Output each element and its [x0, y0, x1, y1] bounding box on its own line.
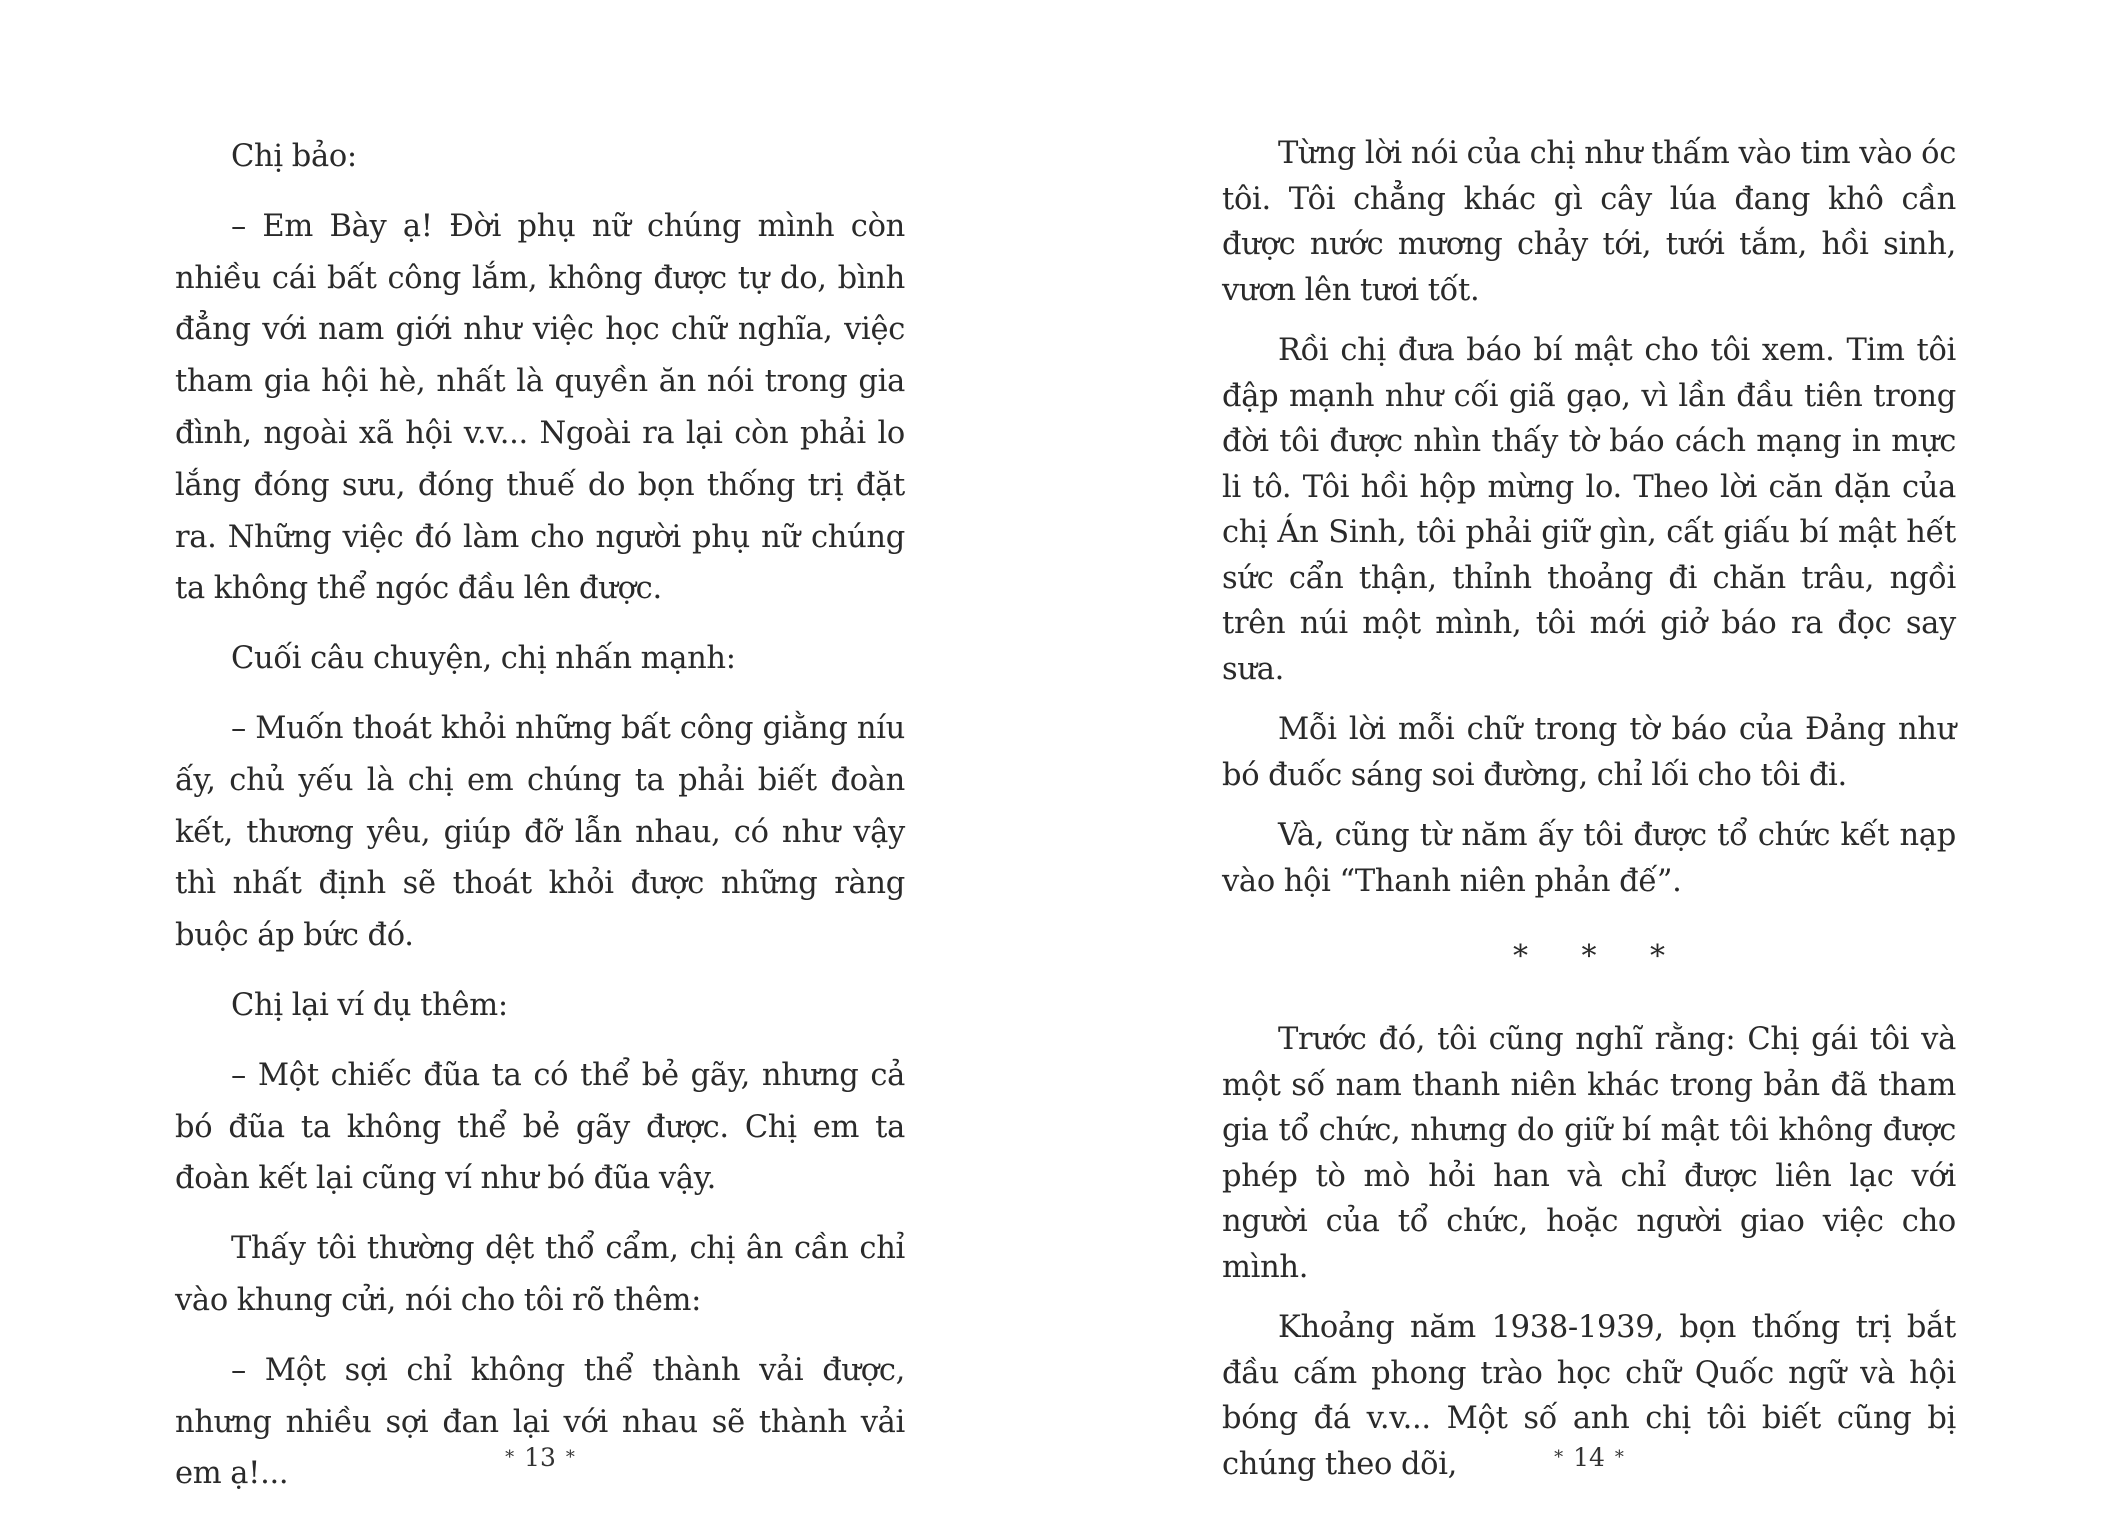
paragraph: – Em Bày ạ! Đời phụ nữ chúng mình còn nhiều cái bất công lắm, không được tự do, bình đẳng với nam giới như việc học chữ nghĩa, việc tham gia hội hè, nhất là quyền ăn nói trong gia đình, ngoài xã hội v.v... Ngoài ra lại còn phải lo lắng đóng sưu, đóng thuế do bọn thống trị đặt ra. Những việc đó làm cho người phụ nữ chúng ta không thể ngóc đầu lên được. [175, 208, 905, 607]
paragraph: Rồi chị đưa báo bí mật cho tôi xem. Tim tôi đập mạnh như cối giã gạo, vì lần đầu tiên trong đời tôi được nhìn thấy tờ báo cách mạng in mực li tô. Tôi hồi hộp mừng lo. Theo lời căn dặn của chị Án Sinh, tôi phải giữ gìn, cất giấu bí mật hết sức cẩn thận, thỉnh thoảng đi chăn trâu, ngồi trên núi một mình, tôi mới giở báo ra đọc say sưa. [1222, 333, 1956, 687]
left-page-text [175, 131, 905, 1518]
paragraph: Khoảng năm 1938-1939, bọn thống trị bắt đầu cấm phong trào học chữ Quốc ngữ và hội bóng đá v.v... Một số anh chị tôi biết cũng bị chúng theo dõi, [1222, 1310, 1956, 1482]
page-number: 14 [1573, 1443, 1605, 1472]
folio-star-left: * [1554, 1446, 1564, 1468]
paragraph: Trước đó, tôi cũng nghĩ rằng: Chị gái tôi và một số nam thanh niên khác trong bản đã tham gia tổ chức, nhưng do giữ bí mật tôi không được phép tò mò hỏi han và chỉ được liên lạc với người của tổ chức, hoặc người giao việc cho mình. [1222, 1022, 1956, 1285]
paragraph: Cuối câu chuyện, chị nhấn mạnh: [231, 641, 736, 677]
paragraph: – Một chiếc đũa ta có thể bẻ gãy, nhưng cả bó đũa ta không thể bẻ gãy được. Chị em ta đoàn kết lại cũng ví như bó đũa vậy. [175, 1057, 905, 1197]
right-page [1222, 0, 1956, 1528]
paragraph: – Muốn thoát khỏi những bất công giằng níu ấy, chủ yếu là chị em chúng ta phải biết đoàn kết, thương yêu, giúp đỡ lẫn nhau, có như vậy thì nhất định sẽ thoát khỏi được những ràng buộc áp bức đó. [175, 710, 905, 954]
folio-star-right: * [1614, 1446, 1624, 1468]
paragraph: Mỗi lời mỗi chữ trong tờ báo của Đảng như bó đuốc sáng soi đường, chỉ lối cho tôi đi. [1222, 712, 1956, 793]
paragraph: – Một sợi chỉ không thể thành vải được, nhưng nhiều sợi đan lại với nhau sẽ thành vải em ạ!... [175, 1352, 905, 1492]
page-number-footer [1222, 1438, 1956, 1480]
page-number-footer [175, 1438, 905, 1480]
left-page [175, 0, 905, 1528]
paragraph: Từng lời nói của chị như thấm vào tim vào óc tôi. Tôi chẳng khác gì cây lúa đang khô cần được nước mương chảy tới, tưới tắm, hồi sinh, vươn lên tươi tốt. [1222, 136, 1956, 308]
folio-star-right: * [565, 1446, 575, 1468]
paragraph: Chị lại ví dụ thêm: [231, 987, 508, 1023]
paragraph: Thấy tôi thường dệt thổ cẩm, chị ân cần chỉ vào khung cửi, nói cho tôi rõ thêm: [175, 1231, 905, 1318]
page-number: 13 [524, 1443, 556, 1472]
paragraph: Và, cũng từ năm ấy tôi được tổ chức kết nạp vào hội “Thanh niên phản đế”. [1222, 818, 1956, 899]
right-page-text [1222, 131, 1956, 1502]
section-separator: * * * [1512, 939, 1688, 974]
paragraph: Chị bảo: [231, 139, 357, 174]
folio-star-left: * [505, 1446, 515, 1468]
